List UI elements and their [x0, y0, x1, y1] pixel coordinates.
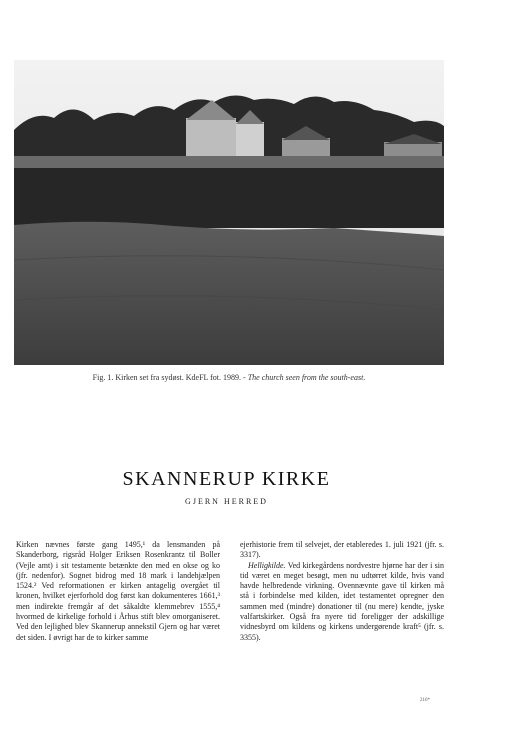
page-subtitle: GJERN HERRED [185, 497, 268, 506]
section-lead: Helligkilde. [248, 560, 286, 570]
body-paragraph: Kirken nævnes første gang 1495,¹ da lensmanden på Skanderborg, rigsråd Holger Eriksen Rosenkrantz til Boller (Vejle amt) i sit testamente betænkte den med en okse og ko (jfr. nedenfor). Sognet bidrog med 18 mark i landehjælpen 1524.² Ved reformationen er kirken antagelig overgået til kronen, hvilket ejerforhold dog først kan dokumenteres 1661,³ men indirekte fremgår af det såkaldte klemmebrev 1555,⁴ hvormed de kirkelige forhold i Århus stift blev omorganiseret. Ved den lejlighed blev Skannerup annekstil Gjern og har været det siden. I øvrigt har de to kirker samme [16, 540, 220, 642]
section-text: Ved kirkegårdens nordvestre hjørne har der i sin tid været en meget besøgt, men nu udtørret kilde, hvis vand havde helbredende virkning. Ovennævnte gave til kirken må stå i forbindelse med kilden, idet testamentet opregner den sammen med (mindre) donationer til (nu mere) kendte, jyske valfartskirker. Også fra nyere tid foreligger der adskillige vidnesbyrd om kildens og kirkens undergørende kraft⁵ (jfr. s. 3355). [240, 560, 444, 642]
page-folio: 216* [420, 698, 430, 703]
caption-danish: Fig. 1. Kirken set fra sydøst. KdeFL fot. 1989. - [92, 373, 246, 382]
body-paragraph: ejerhistorie frem til selvejet, der etableredes 1. juli 1921 (jfr. s. 3317). [240, 540, 444, 560]
page-title: SKANNERUP KIRKE [122, 468, 331, 490]
figure-caption [14, 373, 444, 383]
body-column-right [240, 540, 444, 643]
caption-english: The church seen from the south-east. [247, 373, 366, 382]
body-paragraph-helligkilde [240, 561, 444, 643]
body-column-left [16, 540, 220, 643]
photo-illustration [14, 60, 444, 365]
church-photograph [14, 60, 444, 365]
